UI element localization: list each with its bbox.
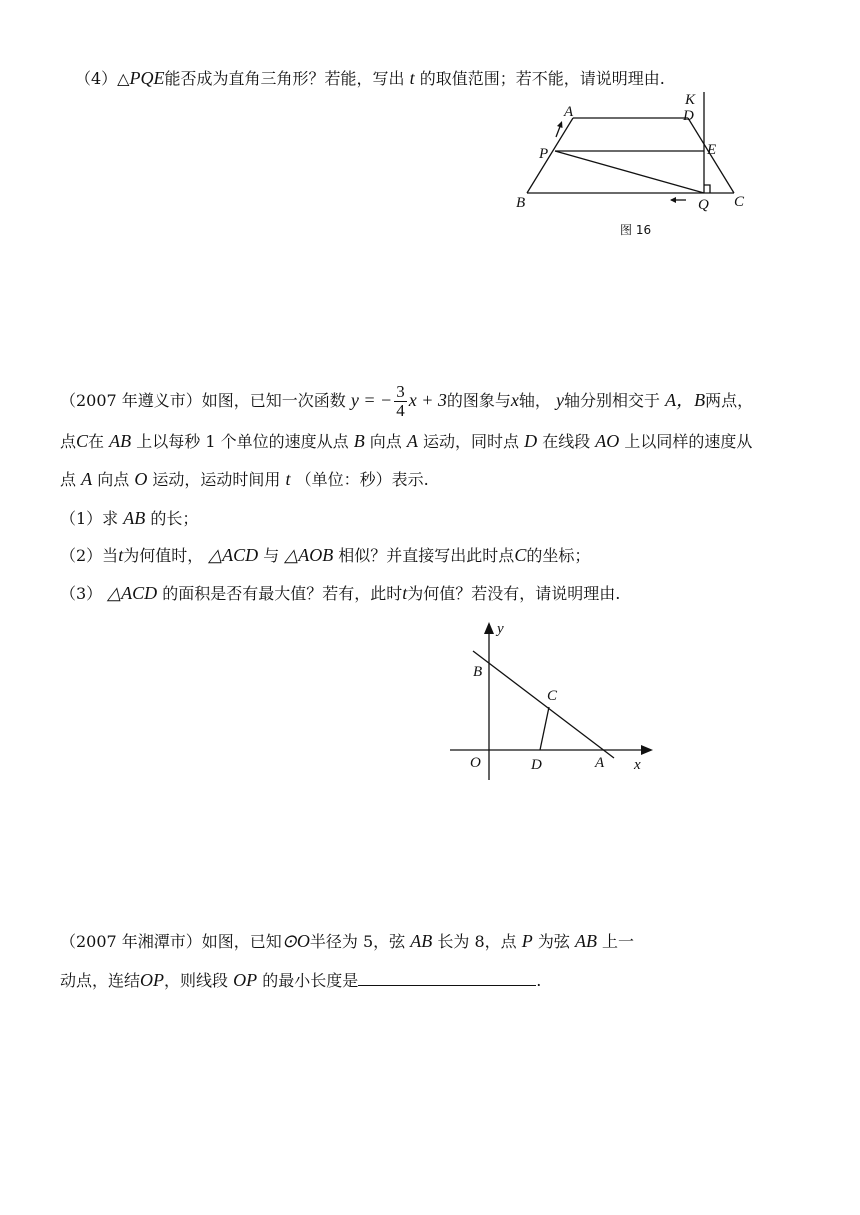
label-K: K	[685, 92, 696, 108]
label-y: y	[497, 621, 504, 637]
q2-sub-2: （2）当t为何值时， △ACD 与 △AOB 相似？并直接写出此时点C的坐标；	[60, 545, 591, 565]
label-C: C	[734, 194, 745, 210]
label-D: D	[531, 757, 542, 773]
label-P: P	[539, 146, 549, 162]
label-B: B	[516, 195, 526, 211]
question-4-text: （4）△PQE能否成为直角三角形？若能，写出 t 的取值范围；若不能，请说明理由.	[75, 68, 665, 88]
q3-line-1: （2007 年湘潭市）如图，已知⊙O半径为 5，弦 AB 长为 8，点 P 为弦 AB 上一	[60, 931, 635, 951]
figure-caption: 图 16	[620, 223, 652, 237]
label-O: O	[470, 755, 481, 771]
label-A: A	[564, 104, 574, 120]
q2-sub-1: （1）求 AB 的长；	[60, 508, 199, 528]
fraction-3-4: $\frac{3}{4}$	[396, 382, 405, 420]
label-C: C	[547, 688, 558, 704]
label-Q: Q	[698, 197, 709, 213]
segment-CD	[540, 707, 549, 750]
y-axis-arrow	[484, 622, 494, 634]
q2-sub-3: （3） △ACD 的面积是否有最大值？若有，此时t为何值？若没有，请说明理由.	[60, 583, 621, 603]
label-x: x	[634, 757, 641, 773]
label-A: A	[595, 755, 605, 771]
x-axis-arrow	[641, 745, 653, 755]
q3-line-2: 动点，连结OP，则线段 OP 的最小长度是 .	[60, 970, 542, 990]
label-D: D	[683, 108, 694, 124]
q2-line-2: 点C在 AB 上以每秒 1 个单位的速度从点 B 向点 A 运动，同时点 D 在线段 AO 上以同样的速度从	[60, 431, 753, 451]
label-B: B	[473, 664, 483, 680]
q2-line-1: （2007 年遵义市）如图，已知一次函数 y = − $\frac{3}{4}$ x + 3的图象与x轴， y轴分别相交于 A，B两点，	[60, 382, 754, 420]
line-AB	[473, 651, 614, 758]
label-E: E	[707, 142, 717, 158]
answer-blank[interactable]	[358, 969, 536, 986]
q2-line-3: 点 A 向点 O 运动，运动时间用 t （单位：秒）表示.	[60, 469, 429, 489]
